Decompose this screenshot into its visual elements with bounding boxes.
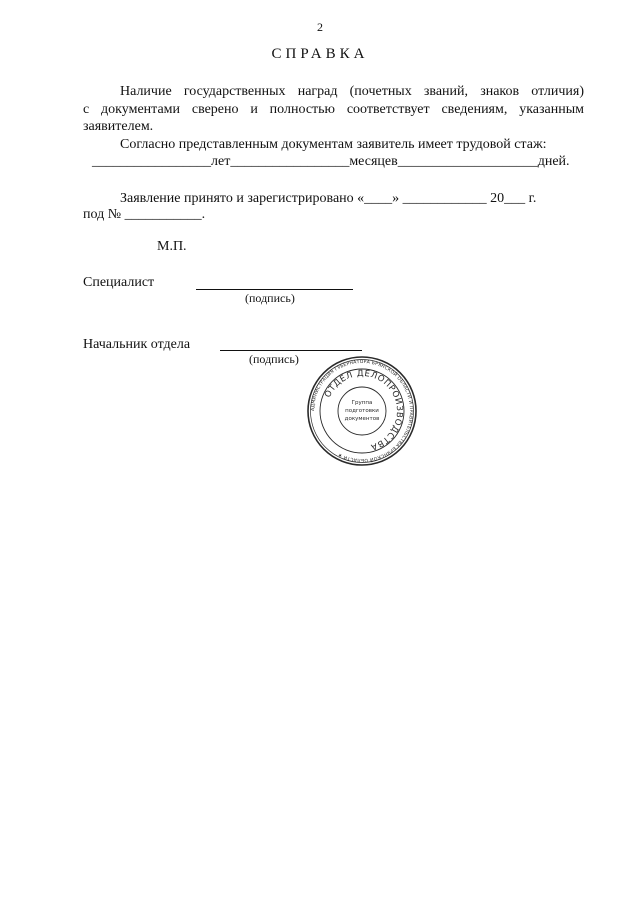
paragraph-experience-line-1: Согласно представленным документам заявитель имеет трудовой стаж: bbox=[120, 137, 547, 152]
paragraph-awards-line-2: с документами сверено и полностью соответствует сведениям, указанным bbox=[83, 102, 584, 117]
head-signature-caption: (подпись) bbox=[249, 352, 299, 366]
paragraph-experience-line-2: _________________лет_________________месяцев____________________дней. bbox=[92, 154, 570, 169]
official-round-stamp bbox=[306, 355, 418, 467]
paragraph-awards-line-3: заявителем. bbox=[83, 119, 154, 134]
specialist-label: Специалист bbox=[83, 275, 155, 290]
document-title: СПРАВКА bbox=[271, 46, 369, 62]
stamp-center-line-3: документов bbox=[344, 416, 380, 422]
specialist-signature-caption: (подпись) bbox=[245, 291, 295, 305]
head-signature-line bbox=[220, 350, 362, 351]
stamp-outer-text: АДМИНИСТРАЦИЯ ГУБЕРНАТОРА БРЯНСКОЙ ОБЛАСТИ И ПРАВИТЕЛЬСТВА БРЯНСКОЙ ОБЛАСТИ ★ bbox=[310, 359, 414, 463]
paragraph-registration-line-1: Заявление принято и зарегистрировано «____» ____________ 20___ г. bbox=[120, 191, 537, 206]
page-number: 2 bbox=[317, 20, 323, 34]
paragraph-awards-line-1: Наличие государственных наград (почетных званий, знаков отличия) bbox=[120, 84, 584, 99]
stamp-center-line-2: подготовки bbox=[345, 408, 379, 414]
stamp-center-line-1: Группа bbox=[351, 400, 373, 406]
stamp-inner-text: ОТДЕЛ ДЕЛОПРОИЗВОДСТВА bbox=[323, 368, 405, 452]
head-of-department-label: Начальник отдела bbox=[83, 337, 191, 352]
paragraph-registration-line-2: под № ___________. bbox=[83, 207, 206, 222]
seal-place-label: М.П. bbox=[157, 239, 187, 254]
specialist-signature-line bbox=[196, 289, 353, 290]
